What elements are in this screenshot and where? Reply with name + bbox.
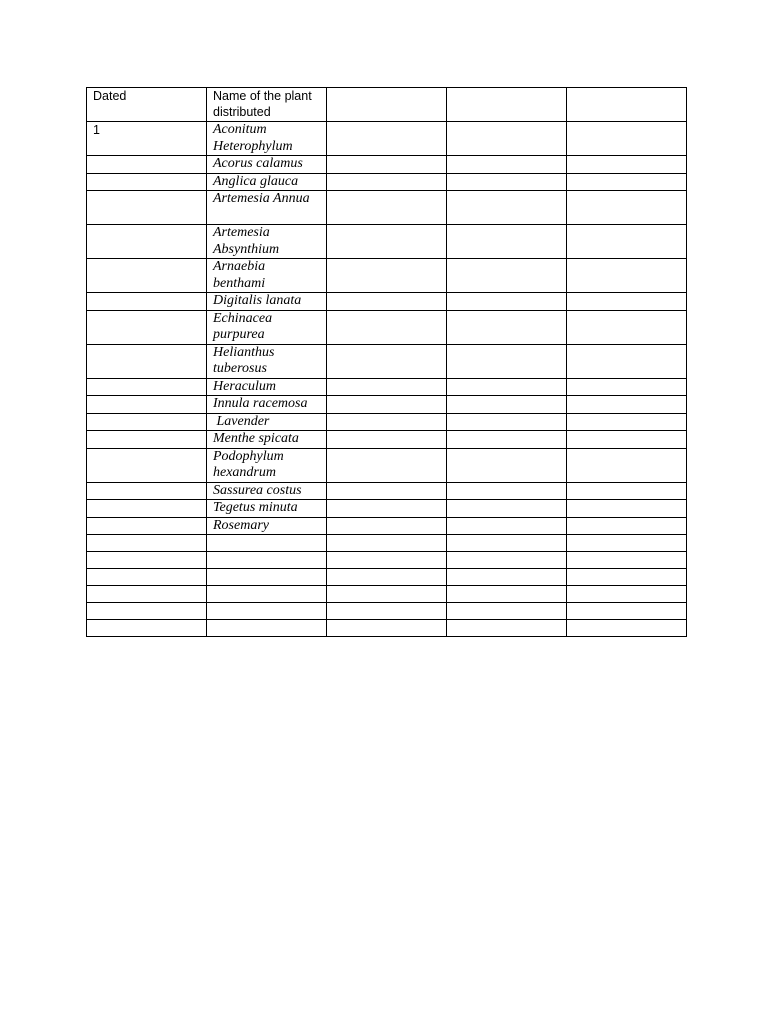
cell-plant-name: Artemesia Annua: [207, 191, 327, 225]
empty-cell: [327, 413, 447, 431]
cell-plant-name: Arnaebia benthami: [207, 259, 327, 293]
empty-cell: [447, 378, 567, 396]
empty-cell: [447, 173, 567, 191]
table-row: [87, 413, 687, 431]
table-row-empty: [87, 535, 687, 552]
table-row: [87, 259, 687, 293]
header-empty-cell: [447, 88, 567, 122]
empty-cell: [567, 569, 687, 586]
empty-cell: [567, 448, 687, 482]
table-row: [87, 517, 687, 535]
empty-cell: [567, 173, 687, 191]
table-row: [87, 156, 687, 174]
empty-cell: [207, 569, 327, 586]
empty-cell: [567, 620, 687, 637]
empty-cell: [447, 344, 567, 378]
empty-cell: [567, 378, 687, 396]
empty-cell: [567, 156, 687, 174]
empty-cell: [567, 500, 687, 518]
cell-plant-name: Aconitum Heterophylum: [207, 122, 327, 156]
empty-cell: [447, 413, 567, 431]
cell-dated: [87, 191, 207, 225]
table-row: [87, 293, 687, 311]
empty-cell: [447, 259, 567, 293]
empty-cell: [447, 448, 567, 482]
empty-cell: [87, 620, 207, 637]
empty-cell: [447, 517, 567, 535]
cell-plant-name: Helianthus tuberosus: [207, 344, 327, 378]
empty-cell: [567, 225, 687, 259]
empty-cell: [567, 293, 687, 311]
header-plant-name: Name of the plant distributed: [207, 88, 327, 122]
empty-cell: [327, 552, 447, 569]
cell-dated: [87, 156, 207, 174]
cell-plant-name: Acorus calamus: [207, 156, 327, 174]
table-row: [87, 310, 687, 344]
cell-plant-name: Heraculum: [207, 378, 327, 396]
table-row: [87, 191, 687, 225]
empty-cell: [447, 396, 567, 414]
empty-cell: [567, 482, 687, 500]
empty-cell: [327, 620, 447, 637]
empty-cell: [207, 620, 327, 637]
table-row-empty: [87, 569, 687, 586]
empty-cell: [327, 431, 447, 449]
empty-cell: [327, 517, 447, 535]
empty-cell: [327, 344, 447, 378]
empty-cell: [327, 448, 447, 482]
empty-cell: [327, 535, 447, 552]
cell-plant-name: Artemesia Absynthium: [207, 225, 327, 259]
table-row: [87, 378, 687, 396]
empty-cell: [567, 122, 687, 156]
cell-plant-name: Rosemary: [207, 517, 327, 535]
empty-cell: [327, 569, 447, 586]
empty-cell: [327, 500, 447, 518]
empty-cell: [327, 482, 447, 500]
empty-cell: [87, 552, 207, 569]
empty-cell: [207, 535, 327, 552]
table-row: [87, 500, 687, 518]
cell-dated: [87, 517, 207, 535]
empty-cell: [447, 535, 567, 552]
empty-cell: [447, 293, 567, 311]
cell-plant-name: Innula racemosa: [207, 396, 327, 414]
empty-cell: [567, 586, 687, 603]
cell-dated: [87, 173, 207, 191]
empty-cell: [447, 603, 567, 620]
cell-dated: 1: [87, 122, 207, 156]
table-row-empty: [87, 552, 687, 569]
cell-dated: [87, 310, 207, 344]
table-row: [87, 448, 687, 482]
table-row: [87, 122, 687, 156]
empty-cell: [87, 586, 207, 603]
empty-cell: [567, 603, 687, 620]
empty-cell: [567, 191, 687, 225]
empty-cell: [327, 191, 447, 225]
empty-cell: [207, 586, 327, 603]
cell-plant-name: Menthe spicata: [207, 431, 327, 449]
empty-cell: [567, 259, 687, 293]
empty-cell: [327, 378, 447, 396]
empty-cell: [87, 603, 207, 620]
empty-cell: [447, 225, 567, 259]
empty-cell: [447, 482, 567, 500]
empty-cell: [567, 396, 687, 414]
table-row: [87, 173, 687, 191]
cell-dated: [87, 431, 207, 449]
cell-dated: [87, 413, 207, 431]
empty-cell: [207, 552, 327, 569]
empty-cell: [567, 517, 687, 535]
cell-plant-name: Lavender: [207, 413, 327, 431]
empty-cell: [567, 413, 687, 431]
empty-cell: [327, 586, 447, 603]
cell-plant-name: Anglica glauca: [207, 173, 327, 191]
empty-cell: [447, 620, 567, 637]
table-row: [87, 225, 687, 259]
cell-dated: [87, 225, 207, 259]
empty-cell: [327, 156, 447, 174]
cell-dated: [87, 396, 207, 414]
cell-dated: [87, 500, 207, 518]
empty-cell: [447, 431, 567, 449]
empty-cell: [567, 535, 687, 552]
empty-cell: [447, 569, 567, 586]
cell-dated: [87, 482, 207, 500]
plant-distribution-table: [86, 87, 687, 637]
empty-cell: [327, 310, 447, 344]
cell-plant-name: Sassurea costus: [207, 482, 327, 500]
empty-cell: [447, 310, 567, 344]
empty-cell: [447, 122, 567, 156]
header-empty-cell: [327, 88, 447, 122]
cell-dated: [87, 448, 207, 482]
cell-plant-name: Podophylum hexandrum: [207, 448, 327, 482]
empty-cell: [327, 259, 447, 293]
table-row: [87, 396, 687, 414]
cell-plant-name: Tegetus minuta: [207, 500, 327, 518]
cell-dated: [87, 344, 207, 378]
header-dated: Dated: [87, 88, 207, 122]
empty-cell: [327, 173, 447, 191]
empty-cell: [327, 122, 447, 156]
empty-cell: [567, 310, 687, 344]
cell-dated: [87, 378, 207, 396]
empty-cell: [447, 586, 567, 603]
empty-cell: [327, 293, 447, 311]
table-row: [87, 344, 687, 378]
empty-cell: [447, 500, 567, 518]
empty-cell: [327, 225, 447, 259]
table-row: [87, 482, 687, 500]
empty-cell: [567, 344, 687, 378]
empty-cell: [447, 191, 567, 225]
empty-cell: [447, 156, 567, 174]
empty-cell: [207, 603, 327, 620]
table-row-empty: [87, 603, 687, 620]
table-row: [87, 431, 687, 449]
empty-cell: [87, 535, 207, 552]
cell-dated: [87, 259, 207, 293]
table-row-empty: [87, 586, 687, 603]
empty-cell: [327, 396, 447, 414]
cell-plant-name: Echinacea purpurea: [207, 310, 327, 344]
table-row-empty: [87, 620, 687, 637]
empty-cell: [567, 431, 687, 449]
table-header-row: [87, 88, 687, 122]
empty-cell: [447, 552, 567, 569]
empty-cell: [327, 603, 447, 620]
empty-cell: [87, 569, 207, 586]
header-empty-cell: [567, 88, 687, 122]
cell-plant-name: Digitalis lanata: [207, 293, 327, 311]
cell-dated: [87, 293, 207, 311]
empty-cell: [567, 552, 687, 569]
